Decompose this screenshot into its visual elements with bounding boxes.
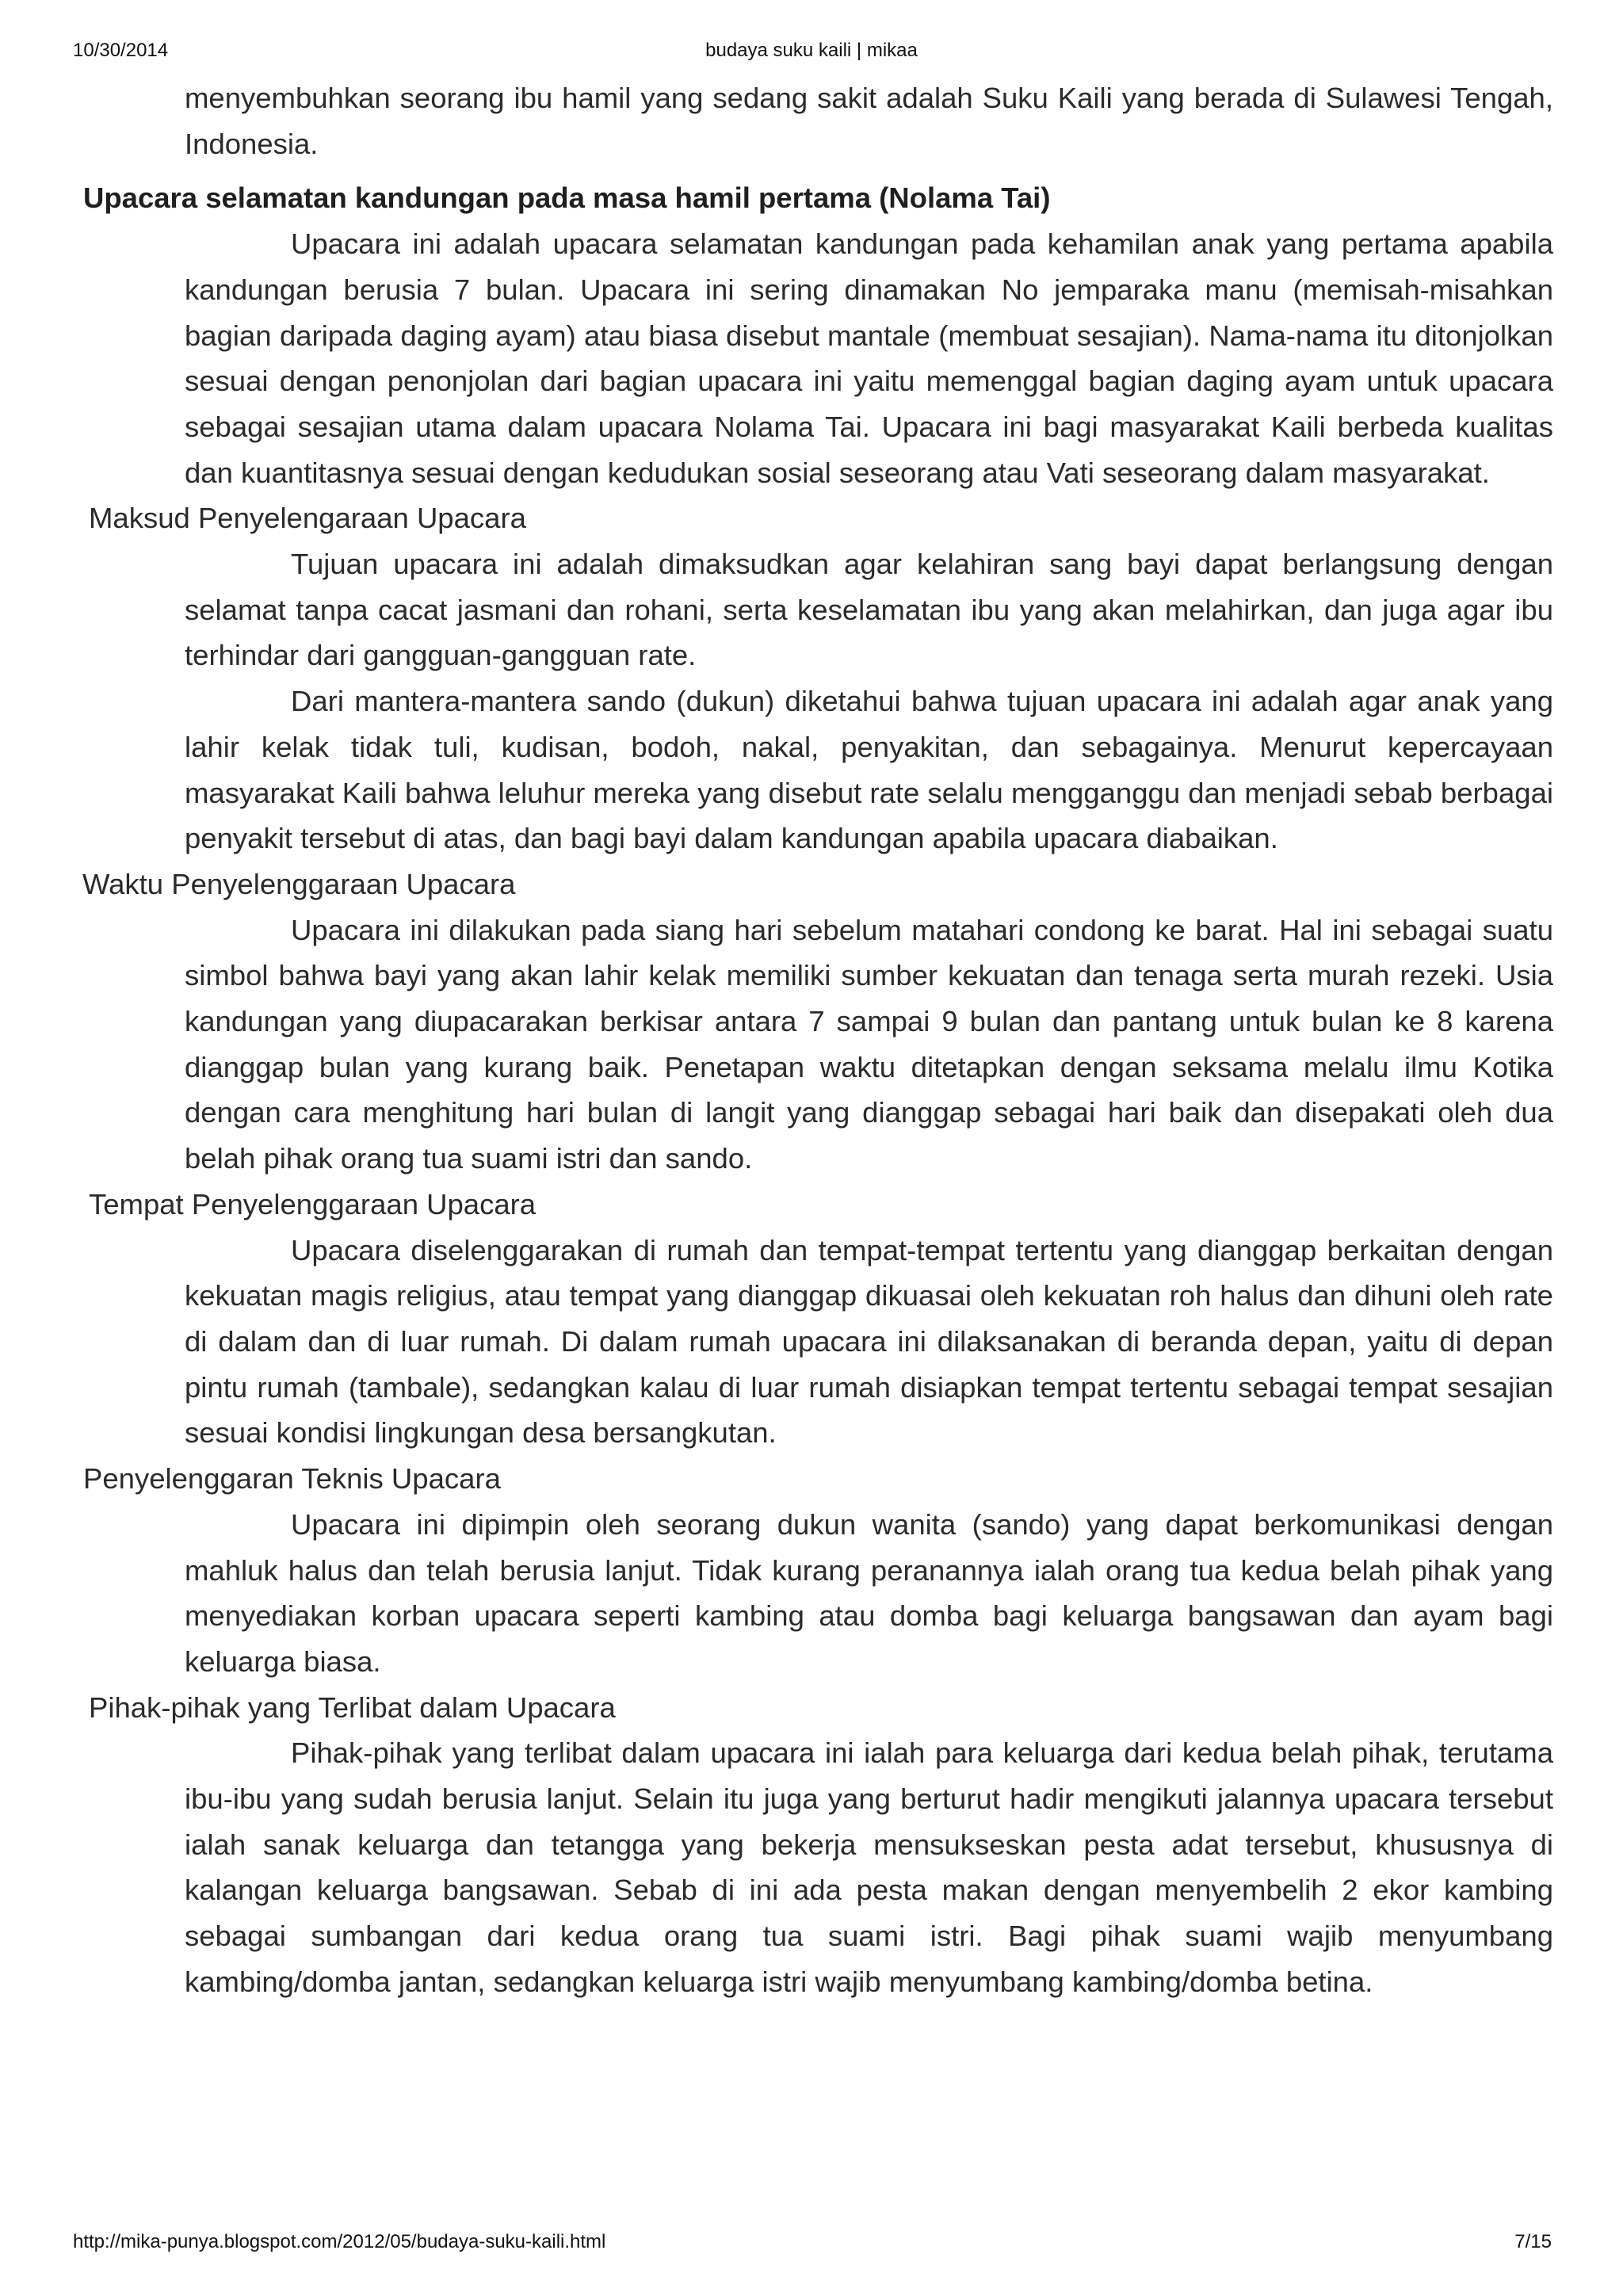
- section-paragraph-teknis: Upacara ini dipimpin oleh seorang dukun wanita (sando) yang dapat berkomunikasi dengan mahluk halus dan telah berusia lanjut. Tidak kurang peranannya ialah orang tua kedua belah pihak yang menyediakan korban upacara seperti kambing atau domba bagi keluarga bangsawan dan ayam bagi keluarga biasa.: [185, 1507, 1553, 1678]
- section-paragraph-pihak: Pihak-pihak yang terlibat dalam upacara ini ialah para keluarga dari kedua belah pihak, terutama ibu-ibu yang sudah berusia lanjut. Selain itu juga yang berturut hadir mengikuti jalannya upacara tersebut ialah sanak keluarga dan tetangga yang bekerja mensukseskan pesta adat tersebut, khususnya di kalangan keluarga bangsawan. Sebab di ini ada pesta makan dengan menyembelih 2 ekor kambing sebagai sumbangan dari kedua orang tua suami istri. Bagi pihak suami wajib menyumbang kambing/domba jantan, sedangkan keluarga istri wajib menyumbang kambing/domba betina.: [185, 1736, 1553, 1998]
- print-title: budaya suku kaili | mikaa: [705, 40, 918, 61]
- main-heading: Upacara selamatan kandungan pada masa hamil pertama (Nolama Tai): [83, 181, 1051, 215]
- document-body: [0, 75, 1623, 2005]
- print-header: [0, 40, 1623, 71]
- intro-paragraph: menyembuhkan seorang ibu hamil yang sedang sakit adalah Suku Kaili yang berada di Sulawesi Tengah, Indonesia.: [185, 82, 1553, 160]
- section-heading-maksud: Maksud Penyelengaraan Upacara: [89, 502, 526, 535]
- section-paragraph-maksud-2: Dari mantera-mantera sando (dukun) diketahui bahwa tujuan upacara ini adalah agar anak yang lahir kelak tidak tuli, kudisan, bodoh, nakal, penyakitan, dan sebagainya. Menurut kepercayaan masyarakat Kaili bahwa leluhur mereka yang disebut rate selalu mengganggu dan menjadi sebab berbagai penyakit tersebut di atas, dan bagi bayi dalam kandungan apabila upacara diabaikan.: [185, 685, 1553, 855]
- section-heading-waktu: Waktu Penyelenggaraan Upacara: [82, 867, 516, 900]
- section-paragraph-maksud-1: Tujuan upacara ini adalah dimaksudkan agar kelahiran sang bayi dapat berlangsung dengan selamat tanpa cacat jasmani dan rohani, serta keselamatan ibu yang akan melahirkan, dan juga agar ibu terhindar dari gangguan-gangguan rate.: [185, 548, 1553, 672]
- print-date: 10/30/2014: [73, 40, 169, 61]
- section-heading-teknis: Penyelenggaran Teknis Upacara: [83, 1462, 501, 1496]
- print-footer: [0, 2231, 1623, 2263]
- section-heading-pihak: Pihak-pihak yang Terlibat dalam Upacara: [89, 1690, 616, 1724]
- page-number: 7/15: [1514, 2231, 1552, 2252]
- section-paragraph-waktu: Upacara ini dilakukan pada siang hari sebelum matahari condong ke barat. Hal ini sebagai suatu simbol bahwa bayi yang akan lahir kelak memiliki sumber kekuatan dan tenaga serta murah rezeki. Usia kandungan yang diupacarakan berkisar antara 7 sampai 9 bulan dan pantang untuk bulan ke 8 karena dianggap bulan yang kurang baik. Penetapan waktu ditetapkan dengan seksama melalu ilmu Kotika dengan cara menghitung hari bulan di langit yang dianggap sebagai hari baik dan disepakati oleh dua belah pihak orang tua suami istri dan sando.: [185, 913, 1553, 1175]
- main-paragraph: Upacara ini adalah upacara selamatan kandungan pada kehamilan anak yang pertama apabila kandungan berusia 7 bulan. Upacara ini sering dinamakan No jemparaka manu (memisah-misahkan bagian daripada daging ayam) atau biasa disebut mantale (membuat sesajian). Nama-nama itu ditonjolkan sesuai dengan penonjolan dari bagian upacara ini yaitu memenggal bagian daging ayam untuk upacara sebagai sesajian utama dalam upacara Nolama Tai. Upacara ini bagi masyarakat Kaili berbeda kualitas dan kuantitasnya sesuai dengan kedudukan sosial seseorang atau Vati seseorang dalam masyarakat.: [185, 227, 1553, 489]
- source-url: http://mika-punya.blogspot.com/2012/05/budaya-suku-kaili.html: [73, 2231, 606, 2252]
- section-paragraph-tempat: Upacara diselenggarakan di rumah dan tempat-tempat tertentu yang dianggap berkaitan dengan kekuatan magis religius, atau tempat yang dianggap dikuasai oleh kekuatan roh halus dan dihuni oleh rate di dalam dan di luar rumah. Di dalam rumah upacara ini dilaksanakan di beranda depan, yaitu di depan pintu rumah (tambale), sedangkan kalau di luar rumah disiapkan tempat tertentu sebagai tempat sesajian sesuai kondisi lingkungan desa bersangkutan.: [185, 1233, 1553, 1450]
- section-heading-tempat: Tempat Penyelenggaraan Upacara: [89, 1187, 537, 1221]
